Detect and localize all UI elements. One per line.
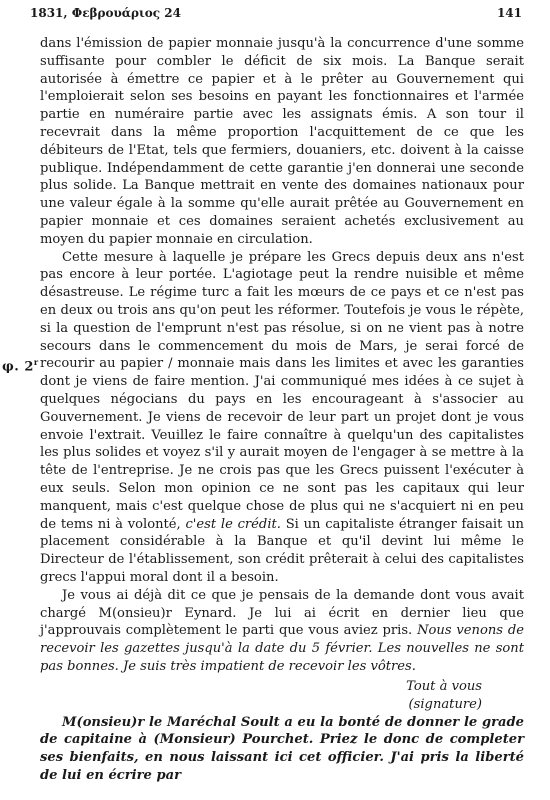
page-number: 141 <box>496 6 522 20</box>
paragraph-2-text-a: Cette mesure à laquelle je prépare les Grecs depuis deux ans n'est pas encore à leur portée. L'agiotage peut la rendre nuisible et même désastreuse. Le régime turc a fait les mœurs de ce pays et ce n'est pas en deux ou trois ans qu'on peut les réformer. Toutefois je vous le répète, si la question de l'emprunt n'est pas résolue, si on ne vient pas à notre secours dans le commencement du mois de Mars, je serai forcé de recourir au papier / monnaie mais dans les limites et avec les garanties dont je viens de faire mention. J'ai communiqué mes idées à ce sujet à quelques négocians du pays en les encourageant à s'associer au Gouvernement. Je viens de recevoir de leur part un projet dont je vous envoie l'extrait. Veuillez le faire connaître à quelqu'un des capitalistes les plus solides et voyez s'il y aurait moyen de l'engager à se mettre à la tête de l'entreprise. Je ne crois pas que les Grecs puissent l'exécuter à eux seuls. Selon mon opinion ce ne sont pas les capitaux qui leur manquent, mais c'est quelque chose de plus qui ne s'acquiert ni en peu de tems ni à volonté, <box>40 249 524 532</box>
paragraph-2 <box>40 249 524 587</box>
paragraph-3-text-a: Je vous ai déjà dit ce que je pensais de la demande dont vous avait chargé M(onsieu)r Eynard. Je lui ai écrit en dernier lieu que j'approuvais complètement le parti que vous aviez pris. <box>40 587 524 639</box>
closing-block <box>40 678 524 714</box>
closing-signature: (signature) <box>408 696 482 712</box>
paragraph-2-italic: c'est le crédit. <box>185 516 281 532</box>
postscript: M(onsieu)r le Maréchal Soult a eu la bonté de donner le grade de capitaine à (Monsieur) Pourchet. Priez le donc de completer ses bienfaits, en nous laissant ici cet officier. J'ai pris la liberté de lui en écrire par <box>40 714 524 784</box>
paragraph-3 <box>40 587 524 676</box>
closing-salutation: Tout à vous <box>406 678 482 694</box>
header-date: 1831, Φεβρουάριος 24 <box>30 6 181 20</box>
paragraph-3-italic: Nous venons de recevoir les gazettes jusqu'à la date du 5 février. Les nouvelles ne sont pas bonnes. Je suis très impatient de recevoir les vôtres. <box>40 623 524 674</box>
paragraph-2-text-b: Si un capitaliste étranger faisait un placement considérable à la Banque et qu'il devint lui même le Directeur de l'établissement, son crédit prêterait à celui des capitalistes grecs l'appui moral dont il a besoin. <box>40 516 524 585</box>
running-header <box>30 6 522 24</box>
folio-marginal-note <box>2 357 39 374</box>
paragraph-1: dans l'émission de papier monnaie jusqu'à la concurrence d'une somme suffisante pour combler le déficit de six mois. La Banque serait autorisée à émettre ce papier et à le prêter au Gouvernement qui l'emploierait selon ses besoins en payant les fonctionnaires et l'armée partie en numéraire partie avec les assignats émis. A son tour il recevrait dans la même proportion l'acquittement de ce que les débiteurs de l'Etat, tels que fermiers, douaniers, etc. doivent à la caisse publique. Indépendamment de cette garantie j'en donnerai une seconde plus solide. La Banque mettrait en vente des domaines nationaux pour une valeur égale à la somme qu'elle aurait prêtée au Gouvernement en papier monnaie et ces domaines seraient achetés exclusivement au moyen du papier monnaie en circulation. <box>40 36 524 247</box>
folio-superscript: r <box>33 357 39 367</box>
letter-body <box>40 35 524 785</box>
folio-label: φ. 2 <box>2 359 34 375</box>
